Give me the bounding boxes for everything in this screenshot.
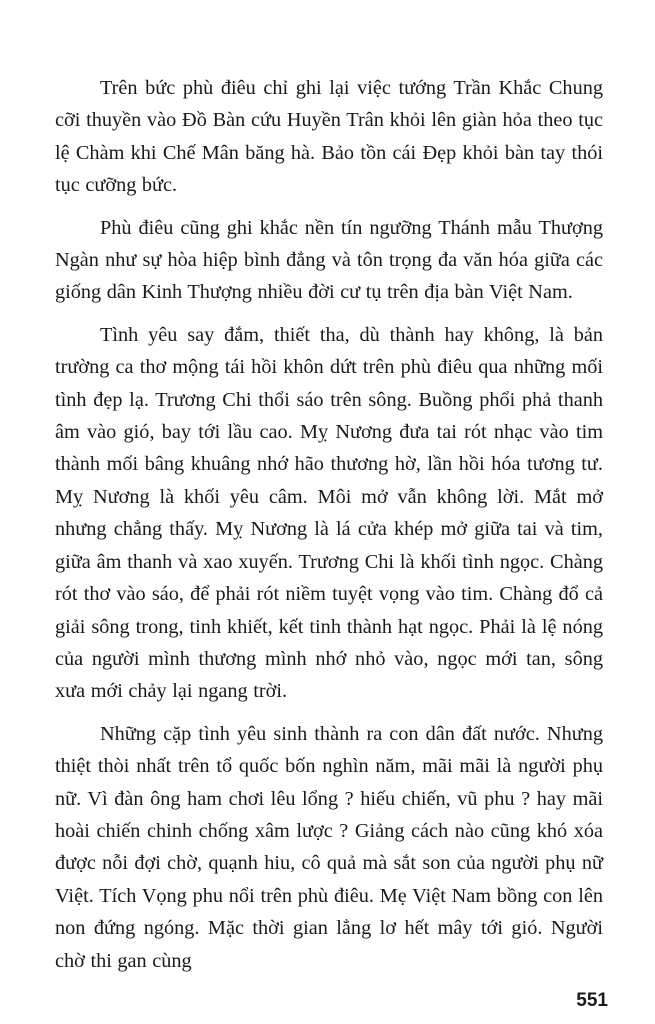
paragraph-4: Những cặp tình yêu sinh thành ra con dân đất nước. Nhưng thiệt thòi nhất trên tổ quốc bốn nghìn năm, mãi mãi là người phụ nữ. Vì đàn ông ham chơi lêu lổng ? hiếu chiến, vũ phu ? hay mãi hoài chiến chinh chống xâm lược ? Giảng cách nào cũng khó xóa được nỗi đợi chờ, quạnh hiu, cô quả mà sắt son của người phụ nữ Việt. Tích Vọng phu nổi trên phù điêu. Mẹ Việt Nam bồng con lên non đứng ngóng. Mặc thời gian lẳng lơ hết mây tới gió. Người chờ thi gan cùng	[55, 722, 603, 972]
paragraph-3: Tình yêu say đắm, thiết tha, dù thành hay không, là bản trường ca thơ mộng tái hồi khôn dứt trên phù điêu qua những mối tình đẹp lạ. Trương Chi thổi sáo trên sông. Buồng phổi phả thanh âm vào gió, bay tới lầu cao. Mỵ Nương đưa tai rót nhạc vào tim thành mối bâng khuâng nhớ hão thương hờ, lần hồi hóa tương tư. Mỵ Nương là khối yêu câm. Môi mở vẫn không lời. Mắt mở nhưng chẳng thấy. Mỵ Nương là lá cửa khép mở giữa tai và tim, giữa âm thanh và xao xuyến. Trương Chi là khối tình ngọc. Chàng rót thơ vào sáo, để phải rót niềm tuyệt vọng vào tim. Chàng đổ cả giải sông trong, tinh khiết, kết tinh thành hạt ngọc. Phải là lệ nóng của người mình thương mình nhớ nhỏ vào, ngọc mới tan, sông xưa mới chảy lại ngang trời.	[55, 323, 603, 703]
body-text	[55, 72, 603, 987]
page-number: 551	[576, 990, 608, 1011]
paragraph-2: Phù điêu cũng ghi khắc nền tín ngưỡng Thánh mẫu Thượng Ngàn như sự hòa hiệp bình đẳng và tôn trọng đa văn hóa giữa các giống dân Kinh Thượng nhiều đời cư tụ trên địa bàn Việt Nam.	[55, 216, 603, 304]
paragraph-1: Trên bức phù điêu chỉ ghi lại việc tướng Trần Khắc Chung cỡi thuyền vào Đồ Bàn cứu Huyền Trân khỏi lên giàn hỏa theo tục lệ Chàm khi Chế Mân băng hà. Bảo tồn cái Đẹp khỏi bàn tay thói tục cưỡng bức.	[55, 77, 603, 197]
